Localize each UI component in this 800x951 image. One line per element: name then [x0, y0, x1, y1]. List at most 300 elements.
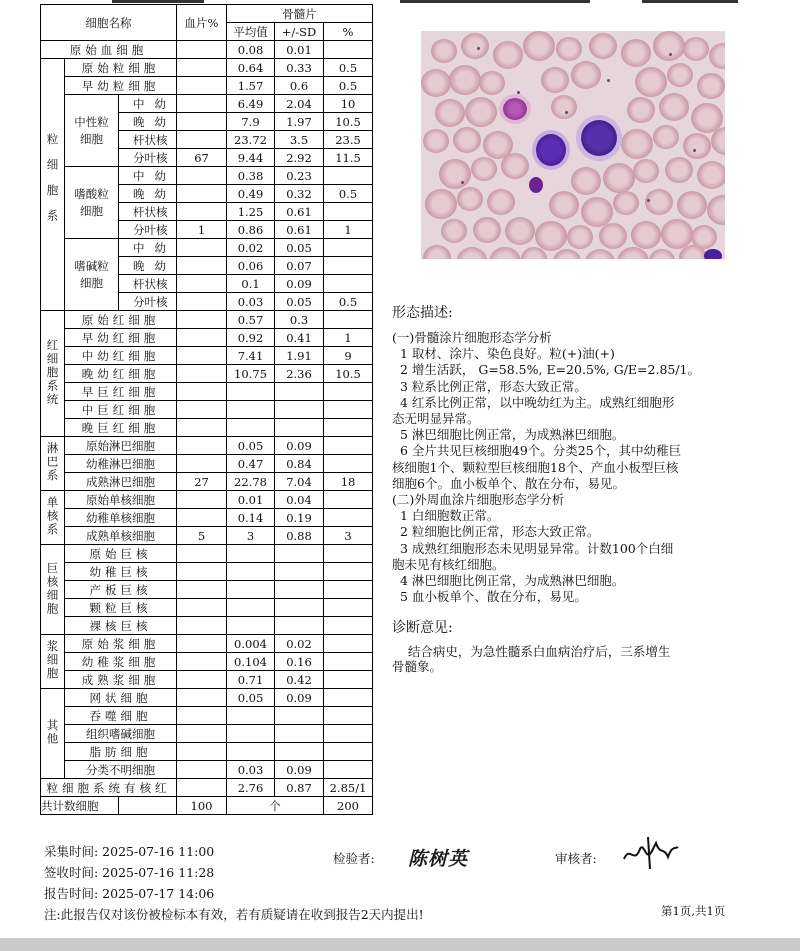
mean-value: 7.41: [227, 347, 275, 365]
table-row: [41, 95, 373, 113]
table-row: [41, 365, 373, 383]
cell-name: 晚幼: [119, 113, 177, 131]
table-row: [41, 311, 373, 329]
header-sd: +/-SD: [275, 23, 324, 41]
red-blood-cell: [439, 159, 471, 189]
total-blank: [119, 797, 177, 815]
table-row: [41, 509, 373, 527]
red-blood-cell: [425, 189, 457, 219]
sd-value: 0.61: [275, 221, 324, 239]
group-label-plasma: [41, 635, 65, 689]
cell-name: 幼稚浆细胞: [65, 653, 177, 671]
red-blood-cell: [501, 153, 529, 179]
total-unit: 个: [227, 797, 324, 815]
blood-value: [177, 401, 227, 419]
mean-value: 0.86: [227, 221, 275, 239]
red-blood-cell: [649, 249, 675, 259]
red-blood-cell: [635, 67, 667, 97]
mean-value: [227, 743, 275, 761]
sd-value: [275, 725, 324, 743]
pct-value: [324, 707, 373, 725]
diagnosis-heading: 诊断意见:: [392, 620, 453, 636]
group-text: 淋巴系: [45, 442, 60, 483]
sd-value: 0.42: [275, 671, 324, 689]
table-row: [41, 77, 373, 95]
red-blood-cell: [487, 189, 515, 215]
red-blood-cell: [697, 161, 725, 189]
red-blood-cell: [435, 99, 465, 127]
cell-name: 成熟浆细胞: [65, 671, 177, 689]
mean-value: 3: [227, 527, 275, 545]
platelet: [477, 47, 480, 50]
total-label: 共计数细胞: [41, 797, 119, 815]
pct-value: [324, 239, 373, 257]
inspector-label: 检验者:: [333, 851, 375, 866]
table-row: [41, 437, 373, 455]
mean-value: [227, 725, 275, 743]
red-blood-cell: [449, 65, 481, 95]
table-row: [41, 59, 373, 77]
mean-value: 7.9: [227, 113, 275, 131]
sd-value: 0.05: [275, 239, 324, 257]
mean-value: 22.78: [227, 473, 275, 491]
sd-value: 1.97: [275, 113, 324, 131]
cell-name: 分叶核: [119, 293, 177, 311]
red-blood-cell: [645, 189, 673, 215]
red-blood-cell: [556, 37, 582, 61]
red-blood-cell: [549, 191, 579, 219]
blood-value: [177, 653, 227, 671]
platelet: [565, 111, 568, 114]
cell-name: 成熟淋巴细胞: [65, 473, 177, 491]
sd-value: 2.04: [275, 95, 324, 113]
sd-value: 0.04: [275, 491, 324, 509]
sd-value: 0.88: [275, 527, 324, 545]
sd-value: [275, 419, 324, 437]
red-blood-cell: [567, 225, 593, 249]
cell-name: 原始红细胞: [65, 311, 177, 329]
blood-value: [177, 329, 227, 347]
red-blood-cell: [553, 249, 581, 259]
header-cell-name: 细胞名称: [41, 5, 177, 41]
sd-value: 3.5: [275, 131, 324, 149]
pct-value: 1: [324, 221, 373, 239]
header-mean: 平均值: [227, 23, 275, 41]
cell-name: 组织嗜碱细胞: [65, 725, 177, 743]
mean-value: 0.1: [227, 275, 275, 293]
cell-name: 分类不明细胞: [65, 761, 177, 779]
table-row: [41, 401, 373, 419]
mean-value: [227, 419, 275, 437]
cell-name: 晚幼: [119, 257, 177, 275]
table-row: [41, 329, 373, 347]
red-blood-cell: [665, 157, 693, 183]
mean-value: [227, 545, 275, 563]
blood-value: [177, 509, 227, 527]
pct-value: [324, 545, 373, 563]
red-blood-cell: [571, 167, 601, 195]
red-blood-cell: [707, 195, 725, 225]
platelet: [517, 91, 520, 94]
sd-value: [275, 545, 324, 563]
cell-name: 幼稚单核细胞: [65, 509, 177, 527]
pct-value: 18: [324, 473, 373, 491]
sd-value: 2.92: [275, 149, 324, 167]
blood-value: [177, 563, 227, 581]
sd-value: 0.6: [275, 77, 324, 95]
collect-time: 采集时间: 2025-07-16 11:00: [44, 844, 215, 859]
blood-value: 1: [177, 221, 227, 239]
blood-value: [177, 275, 227, 293]
blood-value: [177, 455, 227, 473]
sd-value: 7.04: [275, 473, 324, 491]
neutrophil-cell: [503, 98, 527, 120]
page-number: 第1页,共1页: [661, 904, 726, 918]
blood-value: 5: [177, 527, 227, 545]
mean-value: [227, 383, 275, 401]
red-blood-cell: [571, 61, 601, 89]
table-row: [41, 743, 373, 761]
text-line: 态无明显异常。: [392, 411, 480, 426]
pct-value: [324, 617, 373, 635]
pct-value: [324, 671, 373, 689]
pct-value: [324, 311, 373, 329]
table-row: [41, 671, 373, 689]
blast-cell-large: [581, 120, 617, 156]
cell-name: 分叶核: [119, 149, 177, 167]
text-line: 核细胞1个、颗粒型巨核细胞18个、产血小板型巨核: [392, 459, 679, 475]
pct-value: 0.5: [324, 185, 373, 203]
table-row: [41, 455, 373, 473]
pct-value: [324, 257, 373, 275]
text-line: 细胞6个。血小板单个、散在分布，易见。: [392, 475, 625, 491]
red-blood-cell: [667, 63, 693, 87]
red-blood-cell: [479, 71, 505, 95]
red-blood-cell: [471, 157, 497, 181]
sd-value: [275, 743, 324, 761]
mean-value: 0.004: [227, 635, 275, 653]
header-marrow: 骨髓片: [227, 5, 373, 23]
pct-value: 11.5: [324, 149, 373, 167]
red-blood-cell: [541, 67, 569, 93]
inspector-signature: 陈树英: [408, 848, 469, 870]
blood-value: 67: [177, 149, 227, 167]
header-blood: 血片%: [177, 5, 227, 41]
pct-value: [324, 383, 373, 401]
table-row: [41, 419, 373, 437]
red-blood-cell: [603, 163, 635, 193]
sd-value: [275, 383, 324, 401]
sd-value: [275, 563, 324, 581]
mean-value: 0.104: [227, 653, 275, 671]
cell-name: 原始粒细胞: [65, 59, 177, 77]
cell-name: 中幼: [119, 239, 177, 257]
blood-value: [177, 617, 227, 635]
platelet: [669, 53, 672, 56]
mean-value: 0.38: [227, 167, 275, 185]
morphology-heading: 形态描述:: [392, 305, 453, 321]
cell-name: 原始血细胞: [41, 41, 177, 59]
mean-value: [227, 707, 275, 725]
table-row: [41, 527, 373, 545]
pct-value: [324, 437, 373, 455]
text-line: 6 全片共见巨核细胞49个。分类25个，其中幼稚巨: [392, 443, 682, 459]
cell-name: 网状细胞: [65, 689, 177, 707]
mean-value: 23.72: [227, 131, 275, 149]
sd-value: 0.84: [275, 455, 324, 473]
sd-value: 0.07: [275, 257, 324, 275]
sd-value: 0.09: [275, 689, 324, 707]
blood-value: [177, 365, 227, 383]
mean-value: [227, 599, 275, 617]
mean-value: 0.14: [227, 509, 275, 527]
mean-value: 0.05: [227, 437, 275, 455]
mean-value: 0.06: [227, 257, 275, 275]
red-blood-cell: [621, 129, 653, 159]
sd-value: 2.36: [275, 365, 324, 383]
top-bar-mid: [400, 0, 590, 3]
sd-value: 0.19: [275, 509, 324, 527]
table-row: [41, 707, 373, 725]
pct-value: 23.5: [324, 131, 373, 149]
sd-value: [275, 617, 324, 635]
cell-name: 幼稚巨核: [65, 563, 177, 581]
red-blood-cell: [441, 219, 467, 243]
sd-value: [275, 401, 324, 419]
pct-value: 1: [324, 329, 373, 347]
small-lymphocyte: [529, 177, 543, 193]
red-blood-cell: [523, 31, 555, 61]
sd-value: 0.23: [275, 167, 324, 185]
table-row: [41, 581, 373, 599]
red-blood-cell: [589, 33, 617, 59]
edge-cell: [704, 249, 722, 259]
sd-value: [275, 599, 324, 617]
pct-value: [324, 653, 373, 671]
red-blood-cell: [659, 93, 689, 121]
pct-value: [324, 275, 373, 293]
mean-value: 0.47: [227, 455, 275, 473]
blood-value: [177, 185, 227, 203]
group-text: 粒细胞系: [45, 132, 60, 235]
cell-name: 原始巨核: [65, 545, 177, 563]
mean-value: 0.71: [227, 671, 275, 689]
mean-value: 0.64: [227, 59, 275, 77]
text-line: 2 增生活跃， G=58.5%, E=20.5%, G/E=2.85/1。: [392, 362, 701, 378]
blood-value: [177, 95, 227, 113]
text-line: (二)外周血涂片细胞形态学分析: [392, 492, 565, 507]
red-blood-cell: [683, 133, 711, 159]
text-line: 结合病史，为急性髓系白血病治疗后，三系增生: [392, 644, 671, 659]
blood-value: [177, 383, 227, 401]
cell-name: 幼稚淋巴细胞: [65, 455, 177, 473]
mean-value: 0.57: [227, 311, 275, 329]
cell-name: 晚幼红细胞: [65, 365, 177, 383]
red-blood-cell: [535, 221, 567, 251]
blood-value: [177, 437, 227, 455]
pct-value: [324, 725, 373, 743]
cell-name: 脂肪细胞: [65, 743, 177, 761]
blood-value: [177, 239, 227, 257]
blood-value: [177, 203, 227, 221]
group-text: 红细胞系统: [45, 338, 60, 407]
red-blood-cell: [653, 125, 679, 149]
blood-value: [177, 293, 227, 311]
cell-name: 早幼粒细胞: [65, 77, 177, 95]
blood-value: [177, 725, 227, 743]
pct-value: [324, 41, 373, 59]
blood-value: [177, 347, 227, 365]
red-blood-cell: [493, 41, 523, 69]
sd-value: [275, 707, 324, 725]
text-line: 2 粒细胞比例正常，形态大致正常。: [392, 524, 600, 540]
subgroup-basophil: 嗜碱粒细胞: [65, 239, 119, 311]
table-row: [41, 41, 373, 59]
cell-name: 早巨红细胞: [65, 383, 177, 401]
mean-value: 0.08: [227, 41, 275, 59]
mean-value: 9.44: [227, 149, 275, 167]
red-blood-cell: [633, 159, 659, 183]
table-row: [41, 347, 373, 365]
header-pct: %: [324, 23, 373, 41]
blood-value: [177, 491, 227, 509]
group-text: 巨核细胞: [45, 561, 60, 616]
subgroup-eosinophil: 嗜酸粒细胞: [65, 167, 119, 239]
text-line: 4 淋巴细胞比例正常，为成熟淋巴细胞。: [392, 573, 625, 588]
pct-value: 10.5: [324, 365, 373, 383]
blood-value: [177, 77, 227, 95]
text-line: 胞未见有核红细胞。: [392, 556, 505, 572]
red-blood-cell: [489, 247, 521, 259]
top-bar-left: [112, 0, 204, 3]
red-blood-cell: [505, 217, 535, 245]
pct-value: 9: [324, 347, 373, 365]
text-line: 3 粒系比例正常，形态大致正常。: [392, 378, 587, 394]
group-text: 浆细胞: [45, 640, 60, 681]
group-label-mega: [41, 545, 65, 635]
cell-name: 原始单核细胞: [65, 491, 177, 509]
pct-value: 0.5: [324, 59, 373, 77]
red-blood-cell: [461, 33, 489, 59]
validity-note: 注:此报告仅对该份被检标本有效，若有质疑请在收到报告2天内提出!: [44, 907, 424, 922]
mean-value: 0.03: [227, 293, 275, 311]
pct-value: 10.5: [324, 113, 373, 131]
table-row: [41, 653, 373, 671]
group-label-granulocyte: [41, 59, 65, 311]
cell-name: 颗粒巨核: [65, 599, 177, 617]
subgroup-neutrophil: 中性粒细胞: [65, 95, 119, 167]
mean-value: 0.01: [227, 491, 275, 509]
platelet: [693, 149, 696, 152]
blood-value: [177, 419, 227, 437]
blood-value: 27: [177, 473, 227, 491]
sd-value: 0.09: [275, 275, 324, 293]
red-blood-cell: [677, 191, 707, 219]
sd-value: 0.41: [275, 329, 324, 347]
cell-name: 粒细胞系统有核红: [41, 779, 177, 797]
group-label-lymph: [41, 437, 65, 491]
table-row: [41, 635, 373, 653]
table-row: [41, 545, 373, 563]
table-row: [41, 167, 373, 185]
text-line: 3 成熟红细胞形态未见明显异常。计数100个白细: [392, 540, 674, 556]
pct-value: 3: [324, 527, 373, 545]
pct-value: [324, 167, 373, 185]
red-blood-cell: [473, 217, 501, 243]
mean-value: 1.57: [227, 77, 275, 95]
table-row: [41, 779, 373, 797]
cell-name: 原始浆细胞: [65, 635, 177, 653]
pct-value: [324, 401, 373, 419]
mean-value: 0.05: [227, 689, 275, 707]
red-blood-cell: [697, 73, 725, 99]
sd-value: 0.09: [275, 437, 324, 455]
bottom-bar: [0, 938, 800, 951]
cell-name: 成熟单核细胞: [65, 527, 177, 545]
cell-name: 杆状核: [119, 203, 177, 221]
reviewer-label: 审核者:: [555, 851, 597, 866]
total-blood: 100: [177, 797, 227, 815]
text-line: 骨髓象。: [392, 659, 443, 674]
marrow-smear-image: [421, 31, 725, 259]
mean-value: [227, 617, 275, 635]
total-pct: 200: [324, 797, 373, 815]
group-label-mono: [41, 491, 65, 545]
cell-name: 产板巨核: [65, 581, 177, 599]
table-row: [41, 599, 373, 617]
total-row: [41, 797, 373, 815]
pct-value: [324, 509, 373, 527]
pct-value: [324, 743, 373, 761]
mean-value: 0.02: [227, 239, 275, 257]
red-blood-cell: [457, 187, 483, 211]
cell-name: 杆状核: [119, 275, 177, 293]
red-blood-cell: [551, 95, 577, 119]
cell-name: 中幼红细胞: [65, 347, 177, 365]
blood-value: [177, 41, 227, 59]
sd-value: 0.32: [275, 185, 324, 203]
cell-name: 吞噬细胞: [65, 707, 177, 725]
platelet: [607, 79, 610, 82]
cell-name: 裸核巨核: [65, 617, 177, 635]
blood-value: [177, 545, 227, 563]
table-row: [41, 473, 373, 491]
red-blood-cell: [457, 247, 487, 259]
pct-value: 2.85/1: [324, 779, 373, 797]
red-blood-cell: [709, 43, 725, 69]
text-line: 1 白细胞数正常。: [392, 508, 500, 524]
table-row: [41, 491, 373, 509]
cell-name: 早幼红细胞: [65, 329, 177, 347]
sd-value: 0.02: [275, 635, 324, 653]
red-blood-cell: [627, 97, 655, 123]
red-blood-cell: [431, 39, 457, 63]
red-blood-cell: [683, 37, 709, 61]
pct-value: [324, 635, 373, 653]
blood-value: [177, 689, 227, 707]
text-line: 5 淋巴细胞比例正常，为成熟淋巴细胞。: [392, 427, 625, 443]
pct-value: 0.5: [324, 77, 373, 95]
red-blood-cell: [421, 69, 451, 97]
red-blood-cell: [613, 191, 639, 215]
red-blood-cell: [465, 97, 497, 127]
red-blood-cell: [423, 245, 451, 259]
cell-name: 晚幼: [119, 185, 177, 203]
group-text: 其他: [45, 719, 60, 746]
sd-value: 0.01: [275, 41, 324, 59]
pct-value: 0.5: [324, 293, 373, 311]
pct-value: [324, 203, 373, 221]
